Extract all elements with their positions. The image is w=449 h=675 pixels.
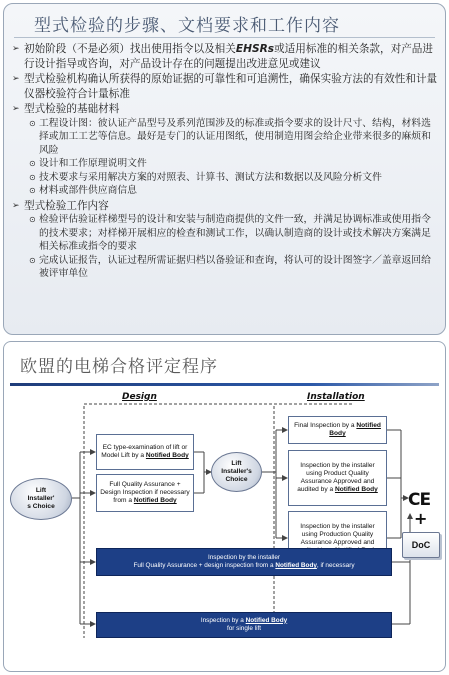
ce-mark-icon: CE [408,490,431,510]
list-item: ➢ 型式检验机构确认所获得的原始证据的可靠性和可追溯性，确保实验方法的有效性和计量仪器校验符合计量标准 [12,72,440,101]
sub-list-item: ⊙ 完成认证报告，认证过程所需证据归档以备验证和查询，将认可的设计图签字／盖章返回给被评审单位 [12,254,440,281]
installation-header: Installation [307,392,365,402]
steps-title: 型式检验的步骤、文档要求和工作内容 [34,16,340,36]
notified-body-label: Notified Body [334,486,378,494]
doc-label: DoC [411,540,431,550]
full-quality-assurance-box: Full Quality Assurance + Design Inspection if necessary from a Notified Body [96,474,194,512]
sub-list-item: ⊙ 工程设计图：彼认证产品型号及系列范围涉及的标准或指令要求的设计尺寸、结构，材料选择或加工工艺等信息。最好是专门的认证用图纸，使用制造用图会给企业带来很多的麻烦和风险 [12,117,440,158]
sub-list-item: ⊙ 检验评估验证样梯型号的设计和安装与制造商提供的文件一致，并满足协调标准或使用指令的技术要求；对样梯开展相应的检查和测试工作，以确认制造商的设计或技术解决方案满足相关标准或指令的要求 [12,213,440,254]
conformity-title: 欧盟的电梯合格评定程序 [20,357,218,377]
sub-list-item: ⊙ 材料或部件供应商信息 [12,184,440,198]
conformity-panel [3,341,446,672]
ec-type-examination-box: EC type-examination of lift or Model Lift by a Notified Body [96,434,194,470]
lift-installer-choice-oval: Lift Installer' s Choice [10,478,72,520]
title-rule [10,383,439,386]
single-lift-inspection-bar: Inspection by a Notified Body for single lift [96,612,392,638]
steps-list [12,41,440,281]
notified-body-label: Notified Body [133,497,177,505]
ehsrs-term: EHSRs [235,43,275,55]
notified-body-label: Notified Body [245,616,288,624]
installer-full-qa-bar: Inspection by the installer Full Quality Assurance + design inspection from a Notified Body, if necessary [96,548,392,576]
plus-sign: + [414,509,428,528]
list-item: ➢ 初始阶段（不是必须）找出使用指令以及相关EHSRs或适用标准的相关条款，对产品进行设计指导或咨询，对产品设计存在的问题提出改进意见或建议 [12,42,440,71]
lift-installer-choice-oval-mid: Lift Installer's Choice [211,452,262,492]
sub-list-item: ⊙ 技术要求与采用解决方案的对照表、计算书、测试方法和数据以及风险分析文件 [12,171,440,185]
sub-list-item: ⊙ 设计和工作原理说明文件 [12,157,440,171]
design-header: Design [122,392,157,402]
list-item: ➢ 型式检验工作内容 [12,199,440,214]
list-item: ➢ 型式检验的基础材料 [12,102,440,117]
steps-panel [3,3,446,335]
doc-document-icon [402,532,440,558]
notified-body-label: Notified Body [329,421,381,437]
notified-body-label: Notified Body [145,452,189,459]
final-inspection-box: Final Inspection by a Notified Body [288,416,387,444]
product-quality-assurance-box: Inspection by the installer using Product Quality Assurance Approved and audited by a Notified Body [288,450,387,506]
notified-body-label: Notified Body [275,562,317,569]
production-quality-assurance-box: Inspection by the installer using Production Quality Assurance Approved and [288,511,387,567]
conformity-flowchart [4,388,446,671]
title-divider [14,37,435,38]
